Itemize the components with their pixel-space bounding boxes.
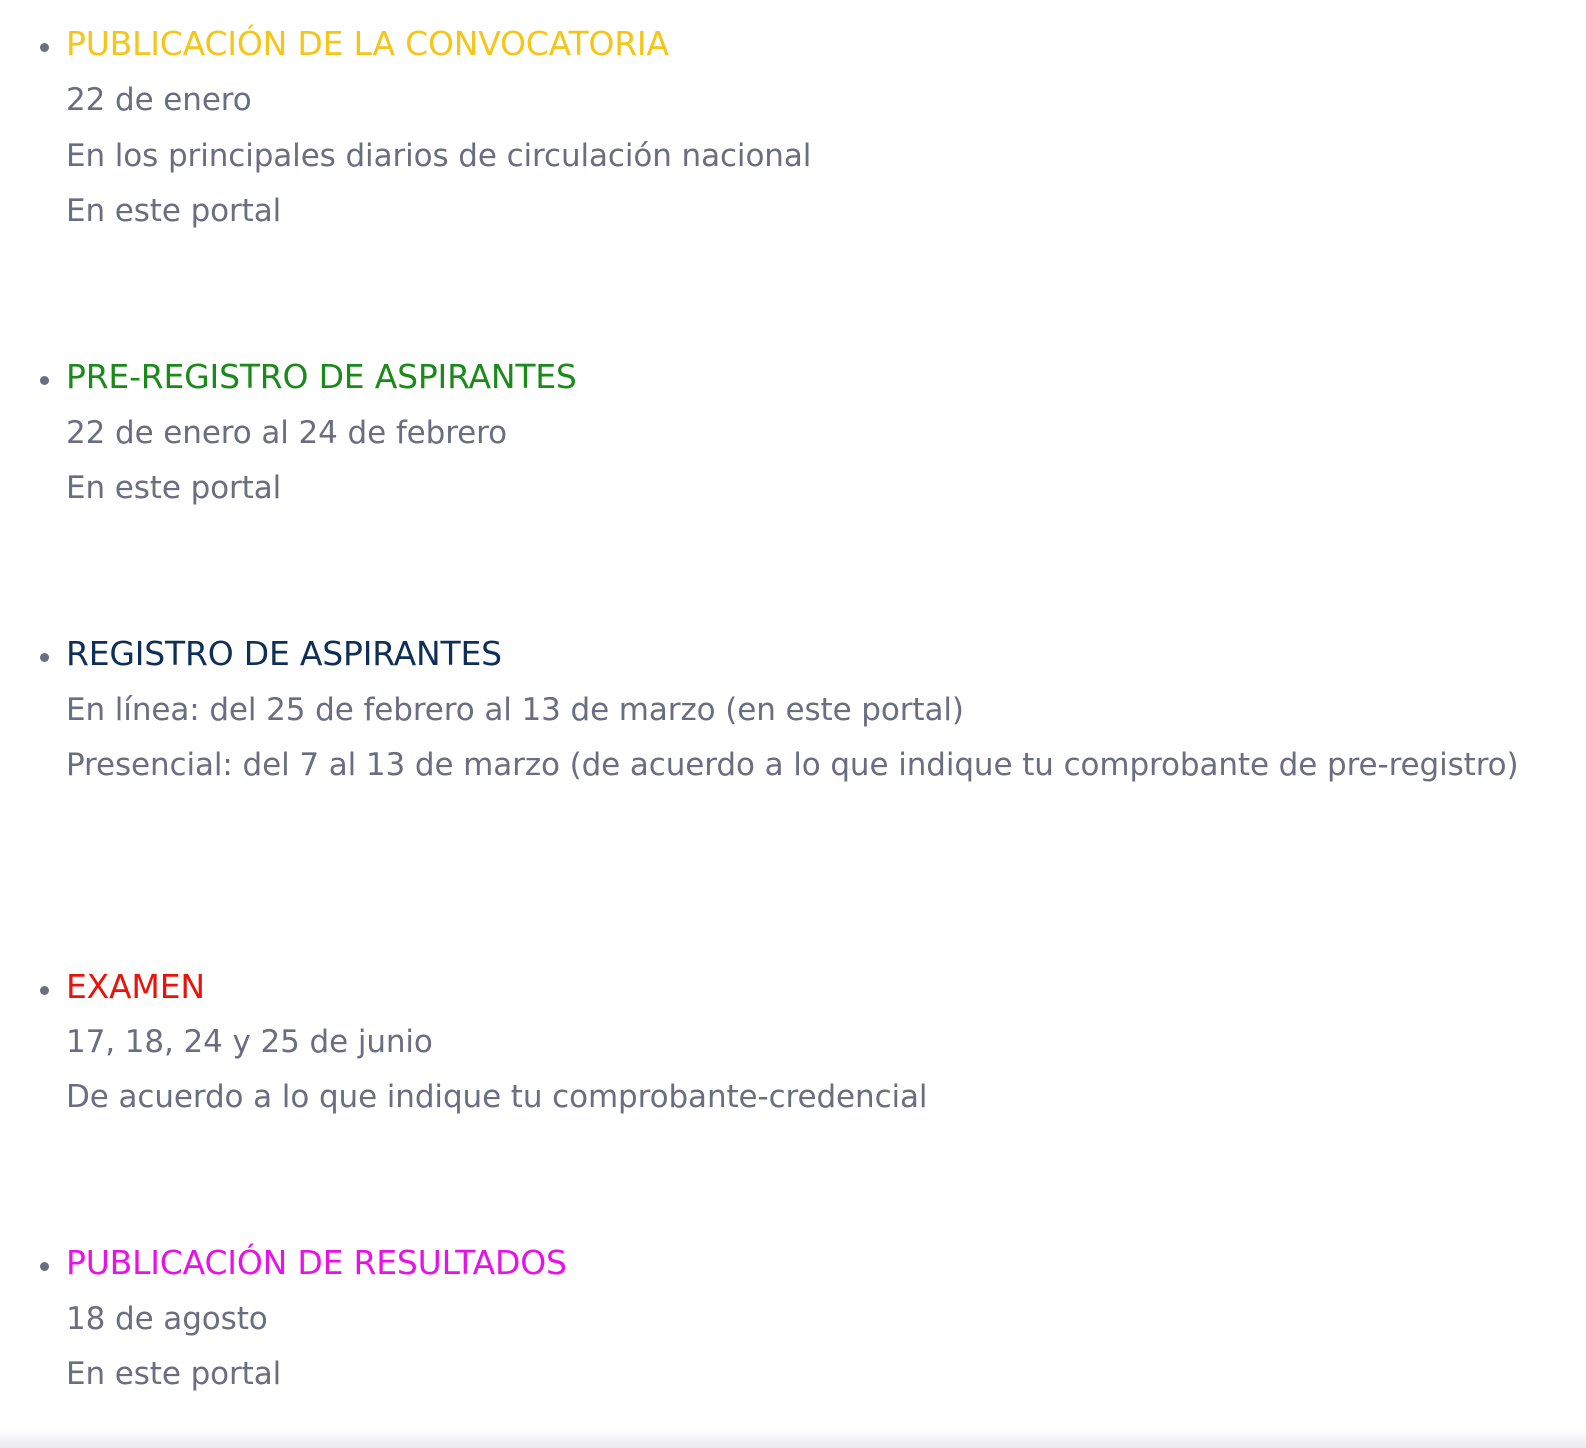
entry-title: PUBLICACIÓN DE RESULTADOS [66, 1243, 567, 1282]
bullet-icon [40, 1262, 49, 1271]
entry-date: En línea: del 25 de febrero al 13 de marzo (en este portal) [66, 692, 964, 728]
bullet-icon [40, 653, 49, 662]
bottom-shadow [0, 1430, 1586, 1448]
entry-title: PRE-REGISTRO DE ASPIRANTES [66, 357, 577, 396]
entry-date: 22 de enero [66, 82, 252, 118]
entry-title: EXAMEN [66, 967, 205, 1006]
entry-title: REGISTRO DE ASPIRANTES [66, 634, 502, 673]
bullet-icon [40, 986, 49, 995]
entry-date: 18 de agosto [66, 1301, 268, 1337]
entry-detail: En este portal [66, 470, 282, 506]
entry-date: 17, 18, 24 y 25 de junio [66, 1024, 433, 1060]
entry-date: 22 de enero al 24 de febrero [66, 415, 507, 451]
entry-detail: Presencial: del 7 al 13 de marzo (de acuerdo a lo que indique tu comprobante de pre-registro) [66, 747, 1519, 783]
entry-title: PUBLICACIÓN DE LA CONVOCATORIA [66, 24, 669, 63]
bullet-icon [40, 43, 49, 52]
entry-detail: En los principales diarios de circulación nacional [66, 138, 812, 174]
bullet-icon [40, 376, 49, 385]
entry-detail: En este portal [66, 1356, 282, 1392]
entry-detail: De acuerdo a lo que indique tu comprobante-credencial [66, 1079, 928, 1115]
entry-detail: En este portal [66, 193, 282, 229]
